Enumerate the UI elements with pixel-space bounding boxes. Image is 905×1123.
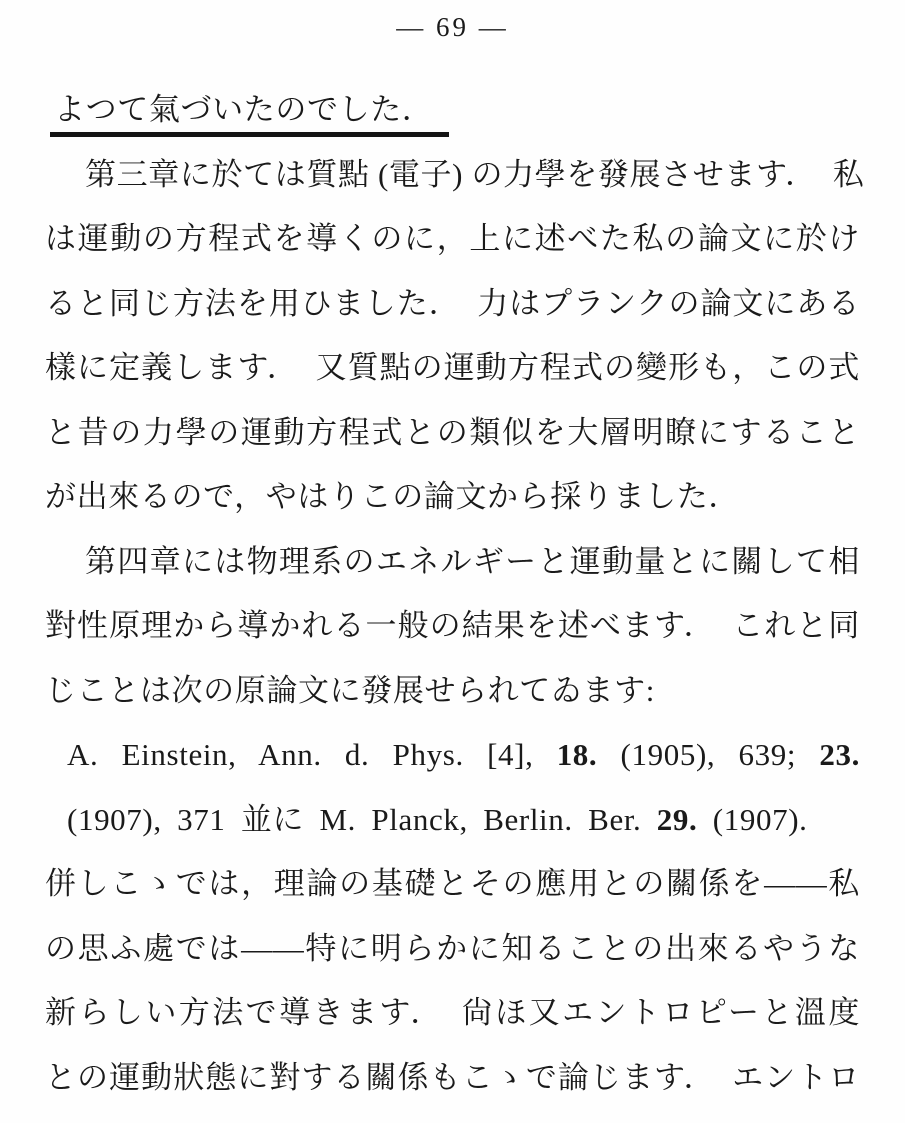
text-line: じことは次の原論文に發展せられてゐます: xyxy=(45,672,656,708)
text-line: 對性原理から導かれる一般の結果を述べます． これと同 xyxy=(45,608,860,643)
text-line: は運動の方程式を導くのに，上に述べた私の論文に於け xyxy=(45,221,860,256)
text-line: との運動狀態に對する關係もこゝで論じます． エントロ xyxy=(45,1059,860,1095)
citation-volume-number: 18. xyxy=(556,737,598,772)
text-line: 新らしい方法で導きます． 尙ほ又エントロピーと溫度 xyxy=(45,995,860,1030)
text-line: ると同じ方法を用ひました． 力はプランクの論文にある xyxy=(45,285,860,321)
text-line: と昔の力學の運動方程式との類似を大層明瞭にすること xyxy=(45,414,860,450)
citation-volume-number: 29. xyxy=(656,801,698,837)
text-line: が出來るので，やはりこの論文から採りました． xyxy=(45,479,741,514)
text-block xyxy=(45,78,865,1110)
citation-volume-number: 23. xyxy=(819,737,860,772)
citation-text: A. Einstein, Ann. d. Phys. [4], xyxy=(67,737,557,772)
text-line xyxy=(45,723,860,788)
citation-text: (1907), 371 並に M. Planck, Berlin. Ber. xyxy=(67,801,657,837)
text-line: 第四章には物理系のエネルギーと運動量とに關して相 xyxy=(85,543,860,579)
text-line: 樣に定義します． 又質點の運動方程式の變形も，この式 xyxy=(45,350,860,385)
page-number: — 69 — xyxy=(396,12,509,42)
text-line: の思ふ處では——特に明らかに知ることの出來るやうな xyxy=(45,930,860,966)
text-line xyxy=(45,78,860,143)
underlined-phrase: よつて氣づいたのでした． xyxy=(50,92,449,137)
text-line xyxy=(45,788,860,853)
citation-text: (1907). xyxy=(697,801,808,837)
text-line: 併しこゝでは，理論の基礎とその應用との關係を——私 xyxy=(45,866,860,901)
citation-text: (1905), 639; xyxy=(597,737,820,772)
text-line: 第三章に於ては質點 (電子) の力學を發展させます． 私 xyxy=(85,156,865,192)
